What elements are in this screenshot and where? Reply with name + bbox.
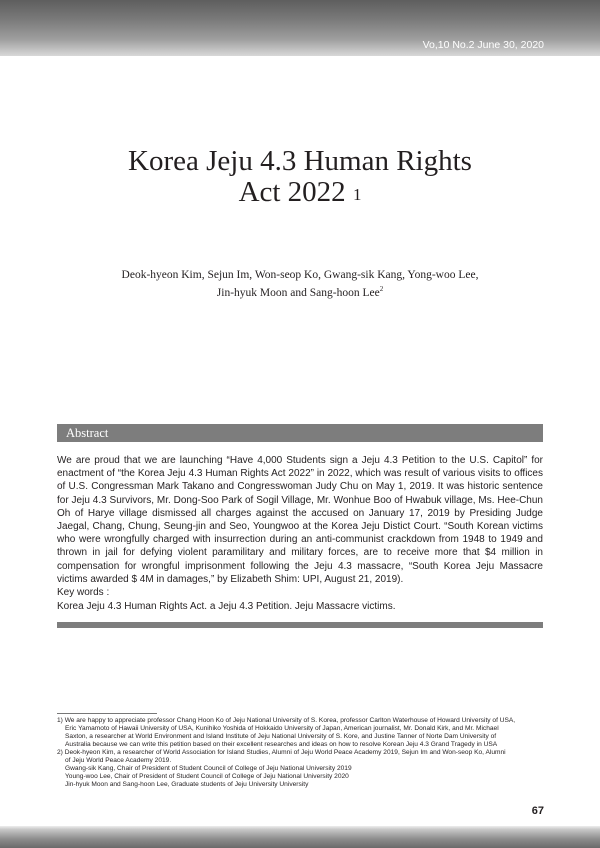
keywords-label: Key words : bbox=[57, 587, 110, 598]
footnote-2-first: 2) Deok-hyeon Kim, a researcher of World Association for Island Studies, Alumni of Jeju World Peace Academy 2019, Sejun Im and Won-seop Ko, Alumni bbox=[57, 749, 506, 756]
footnote-1 bbox=[57, 717, 543, 749]
footnote-rule bbox=[57, 713, 157, 714]
authors-line-1: Deok-hyeon Kim, Sejun Im, Won-seop Ko, Gwang-sik Kang, Yong-woo Lee, bbox=[121, 269, 479, 281]
keywords-divider bbox=[57, 622, 543, 628]
abstract-text: We are proud that we are launching “Have 4,000 Students sign a Jeju 4.3 Petition to the U.S. Capitol” for enactment of “the Korea Jeju 4.3 Human Rights Act 2022” in 2022, which was result of various visits to offices of U.S. Congressman Mark Takano and Congresswoman Judy Chu on May 1, 2019. It was historic sentence for Jeju 4.3 Survivors, Mr. Dong-Soo Park of Sogil Village, Mr. Wonhue Boo of Hwabuk village, Ms. Hee-Chun Oh of Harye village dismissed all charges against the accused on January 17, 2019 by Presiding Judge Jaegal, Chang, Chung, Seung-jin and Seo, Youngwoo at the Korea Jeju Distict Court. “South Korean victims who were wrongfully charged with insurrection during an anti-communist crackdown from 1948 to 1949 and thrown in jail for defying violent paramilitary and military forces, are to receive more that $4 million in compensation for wrongful imprisonment following the Jeju 4.3 massacre, “South Korea Jeju Massacre victims awarded $ 4M in damages,” by Elizabeth Shim: UPI, August 21, 2019). bbox=[57, 455, 543, 585]
footnote-2 bbox=[57, 749, 543, 789]
footnote-2-line: Jin-hyuk Moon and Sang-hoon Lee, Graduate students of Jeju University University bbox=[65, 781, 309, 788]
authors-line-2-text: Jin-hyuk Moon and Sang-hoon Lee bbox=[216, 286, 380, 299]
footer-band bbox=[0, 826, 600, 848]
authors-footnote-mark: 2 bbox=[379, 285, 384, 293]
abstract-heading: Abstract bbox=[57, 424, 543, 442]
article-title bbox=[0, 146, 600, 208]
footnote-1-line: Australia because we can write this petition based on their excellent researches and ideas on how to resolve Korean Jeju 4.3 Grand Tragedy in USA bbox=[65, 741, 498, 748]
title-line-2-text: Act 2022 bbox=[238, 176, 346, 208]
footnote-1-line: Saxton, a researcher at World Environment and Island Institute of Jeju National University of S. Kore, and Justine Tanner of Norte Dam University of bbox=[65, 733, 497, 740]
title-line-1: Korea Jeju 4.3 Human Rights bbox=[128, 145, 472, 177]
page-number: 67 bbox=[531, 805, 544, 817]
footnote-2-line: of Jeju World Peace Academy 2019. bbox=[65, 757, 172, 764]
footnote-2-line: Gwang-sik Kang, Chair of President of Student Council of College of Jeju National University 2019 bbox=[65, 765, 352, 772]
footnotes bbox=[57, 717, 543, 789]
authors-line-2 bbox=[0, 282, 600, 300]
footnote-1-first: 1) We are happy to appreciate professor Chang Hoon Ko of Jeju National University of S. Korea, professor Carlton Waterhouse of Howard University of USA, bbox=[57, 717, 516, 724]
author-list bbox=[0, 268, 600, 300]
title-line-2 bbox=[0, 177, 600, 208]
footnote-2-line: Young-woo Lee, Chair of President of Student Council of College of Jeju National University 2020 bbox=[65, 773, 349, 780]
keywords-text: Korea Jeju 4.3 Human Rights Act. a Jeju 4.3 Petition. Jeju Massacre victims. bbox=[57, 601, 396, 612]
issue-label: Vo,10 No.2 June 30, 2020 bbox=[422, 39, 544, 51]
title-footnote-mark: 1 bbox=[352, 185, 362, 204]
footnote-1-line: Eric Yamamoto of Hawaii University of USA, Kunihiko Yoshida of Hokkaido University of Japan, American journalist, Mr. Donald Kirk, and Mr. Michael bbox=[65, 725, 499, 732]
